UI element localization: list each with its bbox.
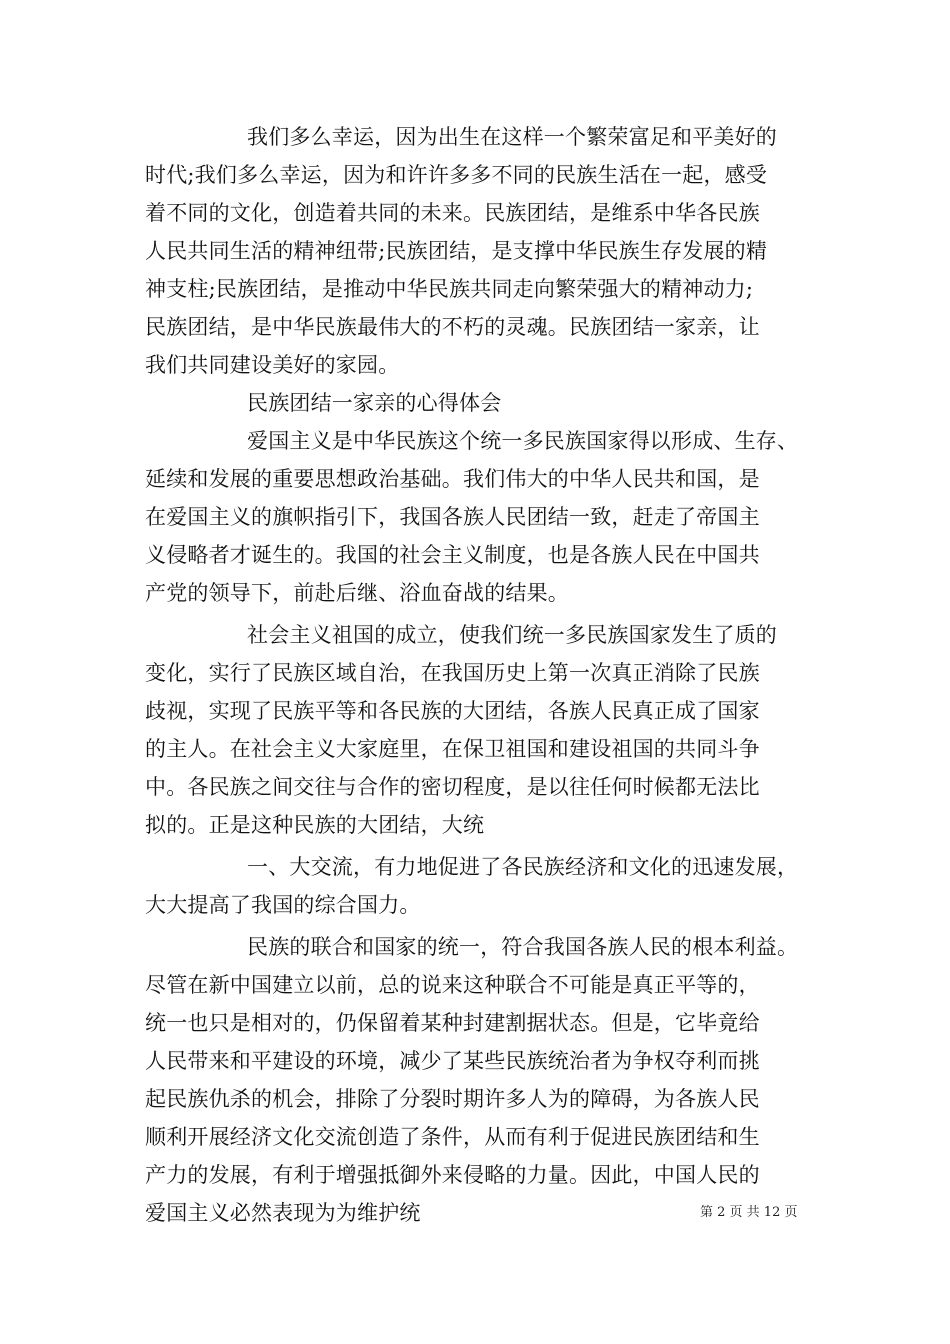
page-number-footer: 第 2 页 共 12 页 — [700, 1205, 798, 1220]
text-line: 着不同的文化，创造着共同的未来。民族团结，是维系中华各民族 — [145, 201, 760, 225]
text-line: 产党的领导下，前赴后继、浴血奋战的结果。 — [145, 581, 569, 605]
text-line: 我们多么幸运，因为出生在这样一个繁荣富足和平美好的 — [247, 125, 777, 149]
text-line: 延续和发展的重要思想政治基础。我们伟大的中华人民共和国，是 — [145, 467, 760, 491]
paragraph — [145, 422, 810, 612]
text-line: 人民共同生活的精神纽带;民族团结，是支撑中华民族生存发展的精 — [145, 239, 768, 263]
text-line: 民族团结，是中华民族最伟大的不朽的灵魂。民族团结一家亲，让 — [145, 315, 760, 339]
text-line: 义侵略者才诞生的。我国的社会主义制度，也是各族人民在中国共 — [145, 543, 760, 567]
text-line: 的主人。在社会主义大家庭里，在保卫祖国和建设祖国的共同斗争 — [145, 737, 760, 761]
text-line: 爱国主义必然表现为为维护统 — [145, 1201, 421, 1225]
text-line: 歧视，实现了民族平等和各民族的大团结，各族人民真正成了国家 — [145, 699, 760, 723]
text-line: 我们共同建设美好的家园。 — [145, 353, 400, 377]
text-line: 一、大交流，有力地促进了各民族经济和文化的迅速发展， — [247, 855, 799, 879]
text-line: 尽管在新中国建立以前，总的说来这种联合不可能是真正平等的， — [145, 973, 760, 997]
text-line: 中。各民族之间交往与合作的密切程度，是以往任何时候都无法比 — [145, 775, 760, 799]
body-text — [145, 118, 810, 1232]
text-line: 统一也只是相对的，仍保留着某种封建割据状态。但是，它毕竟给 — [145, 1011, 760, 1035]
text-line: 产力的发展，有利于增强抵御外来侵略的力量。因此，中国人民的 — [145, 1163, 760, 1187]
text-line: 变化，实行了民族区域自治，在我国历史上第一次真正消除了民族 — [145, 661, 760, 685]
text-line: 时代;我们多么幸运，因为和许许多多不同的民族生活在一起，感受 — [145, 163, 768, 187]
section-heading — [145, 384, 810, 422]
text-line: 在爱国主义的旗帜指引下，我国各族人民团结一致，赶走了帝国主 — [145, 505, 760, 529]
text-line: 社会主义祖国的成立，使我们统一多民族国家发生了质的 — [247, 623, 777, 647]
paragraph — [145, 118, 810, 384]
text-line: 顺利开展经济文化交流创造了条件，从而有利于促进民族团结和生 — [145, 1125, 760, 1149]
text-line: 起民族仇杀的机会，排除了分裂时期许多人为的障碍，为各族人民 — [145, 1087, 760, 1111]
text-line: 爱国主义是中华民族这个统一多民族国家得以形成、生存、 — [247, 429, 799, 453]
paragraph — [145, 616, 810, 844]
text-line: 拟的。正是这种民族的大团结，大统 — [145, 813, 485, 837]
paragraph — [145, 848, 810, 924]
text-line: 神支柱;民族团结，是推动中华民族共同走向繁荣强大的精神动力; — [145, 277, 754, 301]
text-line: 民族的联合和国家的统一，符合我国各族人民的根本利益。 — [247, 935, 799, 959]
heading-text: 民族团结一家亲的心得体会 — [247, 391, 502, 415]
text-line: 大大提高了我国的综合国力。 — [145, 893, 421, 917]
paragraph — [145, 928, 810, 1232]
text-line: 人民带来和平建设的环境，减少了某些民族统治者为争权夺利而挑 — [145, 1049, 760, 1073]
